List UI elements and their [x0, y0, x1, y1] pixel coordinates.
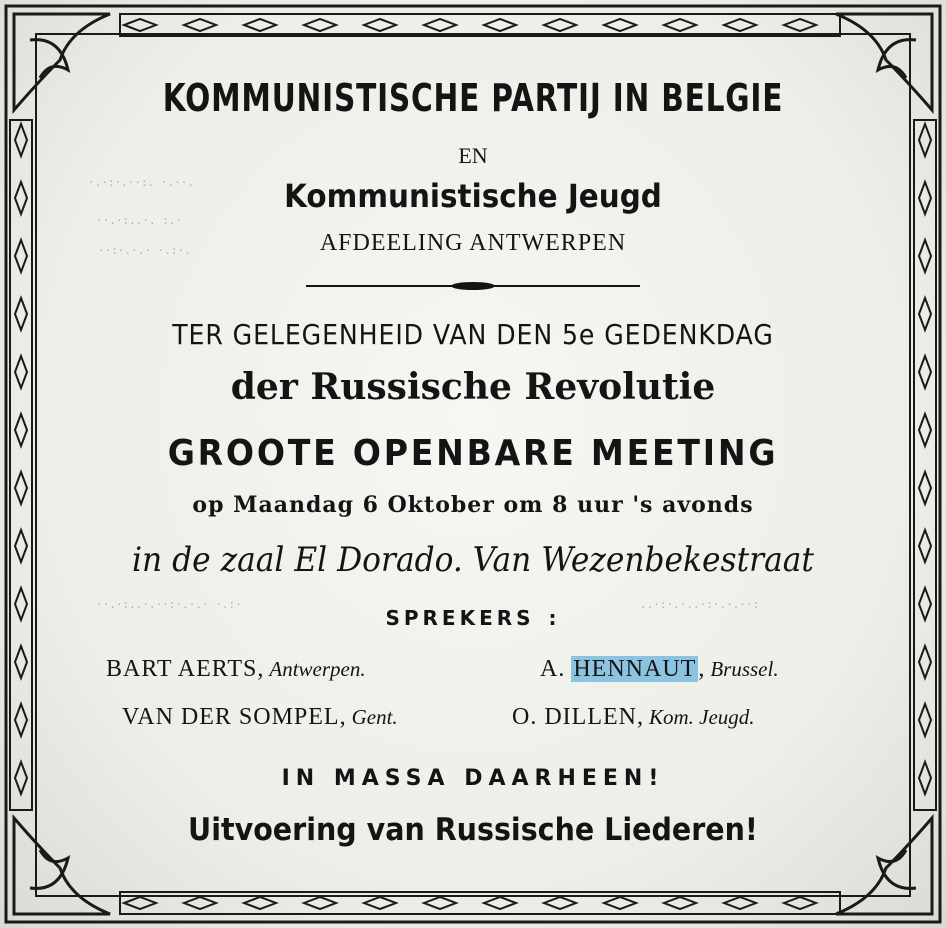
- speaker-entry: BART AERTS, Antwerpen.: [106, 656, 366, 682]
- border-diamond-motif: [244, 897, 276, 909]
- occasion-text: TER GELEGENHEID VAN DEN 5e GEDENKDAG: [172, 318, 774, 351]
- speaker-entry: O. DILLEN, Kom. Jeugd.: [512, 704, 755, 730]
- speaker-name: BART AERTS: [106, 656, 258, 682]
- border-diamond-motif: [184, 19, 216, 31]
- border-diamond-motif: [15, 414, 27, 446]
- border-diamond-motif: [184, 897, 216, 909]
- bleed-through-text: ··:·.·.· ·.:·.: [98, 244, 191, 257]
- meeting-heading: GROOTE OPENBARE MEETING: [167, 433, 779, 474]
- border-diamond-motif: [484, 19, 516, 31]
- border-diamond-motif: [784, 897, 816, 909]
- youth-subtitle: Kommunistische Jeugd: [284, 177, 662, 215]
- date-time-text: op Maandag 6 Oktober om 8 uur 's avonds: [192, 492, 754, 518]
- border-diamond-motif: [604, 19, 636, 31]
- border-diamond-motif: [604, 897, 636, 909]
- border-diamond-motif: [424, 897, 456, 909]
- speaker-name: VAN DER SOMPEL: [122, 704, 340, 730]
- speaker-place: Brussel.: [710, 657, 779, 681]
- performance-text: Uitvoering van Russische Liederen!: [188, 812, 758, 848]
- border-diamond-motif: [15, 298, 27, 330]
- border-diamond-motif: [304, 19, 336, 31]
- party-title: KOMMUNISTISCHE PARTIJ IN BELGIE: [162, 76, 784, 120]
- border-diamond-motif: [124, 19, 156, 31]
- speaker-entry: A. HENNAUT, Brussel.: [540, 656, 779, 682]
- border-diamond-motif: [664, 19, 696, 31]
- conjunction-text: EN: [458, 143, 488, 168]
- border-diamond-motif: [919, 704, 931, 736]
- bleed-through-text: ··.·:..·. :.·: [96, 214, 183, 227]
- border-diamond-motif: [664, 897, 696, 909]
- border-diamond-motif: [124, 897, 156, 909]
- border-diamond-motif: [15, 646, 27, 678]
- call-to-action: IN MASSA DAARHEEN!: [281, 766, 665, 791]
- divider-ornament: [451, 282, 495, 290]
- department-text: AFDEELING ANTWERPEN: [319, 230, 627, 256]
- revolution-heading: der Russische Revolutie: [230, 366, 716, 408]
- border-diamond-motif: [784, 19, 816, 31]
- bleed-through-text: ·.·:·.··:. ·.··.: [88, 176, 194, 189]
- speakers-heading-label: SPREKERS: [385, 606, 535, 630]
- border-diamond-motif: [364, 897, 396, 909]
- border-diamond-motif: [304, 897, 336, 909]
- border-diamond-motif: [424, 19, 456, 31]
- speaker-entry: VAN DER SOMPEL, Gent.: [122, 704, 398, 730]
- border-diamond-motif: [15, 530, 27, 562]
- speakers-heading: [0, 606, 946, 630]
- speakers-heading-colon: :: [548, 606, 561, 630]
- speaker-place: Gent.: [351, 705, 398, 729]
- border-diamond-motif: [544, 19, 576, 31]
- bleed-through-text: ··.·:..·.··:·.·.· ·.:·: [96, 598, 242, 611]
- venue-text: in de zaal El Dorado. Van Wezenbekestraat: [132, 540, 814, 580]
- speaker-place: Antwerpen.: [269, 657, 366, 681]
- border-diamond-motif: [484, 897, 516, 909]
- bleed-through-text: ..·:·.·..·:·.·.··:: [640, 598, 760, 611]
- border-diamond-motif: [919, 298, 931, 330]
- border-diamond-motif: [724, 19, 756, 31]
- border-diamond-motif: [364, 19, 396, 31]
- border-diamond-motif: [919, 530, 931, 562]
- border-diamond-motif: [919, 646, 931, 678]
- speaker-name: O. DILLEN: [512, 704, 637, 730]
- border-diamond-motif: [244, 19, 276, 31]
- border-diamond-motif: [15, 182, 27, 214]
- border-diamond-motif: [919, 182, 931, 214]
- border-diamond-motif: [544, 897, 576, 909]
- border-diamond-motif: [15, 704, 27, 736]
- speaker-place: Kom. Jeugd.: [648, 705, 755, 729]
- selected-speaker-name[interactable]: HENNAUT: [573, 656, 697, 682]
- border-diamond-motif: [919, 414, 931, 446]
- border-diamond-motif: [724, 897, 756, 909]
- speaker-initial: A.: [540, 656, 566, 682]
